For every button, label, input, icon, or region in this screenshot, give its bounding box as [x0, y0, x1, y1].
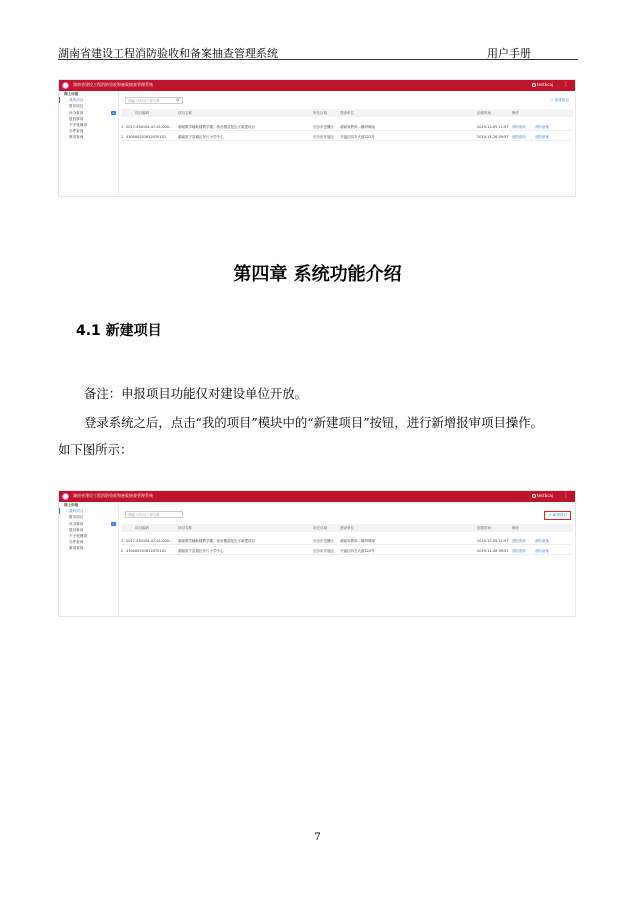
sidebar-item-draft[interactable]: 暂存项目: [69, 104, 84, 109]
sidebar-item-rejected[interactable]: 不予受理项: [69, 122, 87, 127]
sidebar-item-rejected[interactable]: 不予受理项: [69, 533, 87, 538]
active-marker: [59, 97, 60, 103]
row-unit: 开福区四方大道222号: [340, 548, 375, 553]
user-menu[interactable]: [532, 493, 553, 498]
acceptance-link[interactable]: 消防验收: [512, 134, 526, 139]
row-index: 1: [121, 124, 124, 129]
col-unit: 建设单位: [340, 111, 354, 115]
user-icon: [532, 83, 536, 87]
sidebar: [59, 91, 119, 196]
row-unit: 湖南省教育...额研城南: [340, 124, 375, 129]
more-menu-icon[interactable]: ⋮: [563, 492, 569, 499]
row-name: 湖南常宁县城区东片小学中心: [178, 134, 224, 139]
app-topbar: [59, 80, 575, 91]
row-index: 1: [121, 538, 124, 543]
new-project-button[interactable]: + 新建项目: [544, 511, 571, 520]
col-unit: 建设单位: [340, 526, 354, 530]
search-input[interactable]: 请输入项目/工程名称: [125, 97, 183, 104]
row-index: 2: [121, 134, 124, 139]
acceptance-link[interactable]: 消防验收: [512, 124, 526, 129]
section-title: 4.1 新建项目: [76, 323, 162, 339]
table-header: [121, 524, 573, 532]
row-region: 长沙市岳麓区: [313, 124, 334, 129]
sidebar-item-matter-query[interactable]: 事项查询: [69, 546, 84, 551]
row-region: 长沙市岳麓区: [313, 538, 334, 543]
row-index: 2: [121, 548, 124, 553]
sidebar-item-case-query[interactable]: 办件查询: [69, 540, 84, 545]
sidebar-item-label: 我的项目: [69, 509, 84, 514]
chapter-title: 第四章 系统功能介绍: [233, 264, 402, 285]
fire-logo-icon: [62, 493, 69, 500]
row-code: 430000201612070101: [126, 134, 167, 139]
sidebar-item-returned[interactable]: 退回事项: [69, 116, 84, 121]
col-name: 项目名称: [178, 111, 192, 115]
search-icon[interactable]: ⚲: [176, 98, 180, 104]
table-header: [121, 109, 573, 117]
search-input[interactable]: 请输入项目/工程名称: [125, 511, 183, 518]
row-unit: 湖南省教育...额研城南: [340, 538, 375, 543]
col-ops: 操作: [512, 526, 519, 530]
user-name: testbcaj: [537, 82, 553, 87]
fire-logo-icon: [62, 82, 69, 89]
paragraph-figure-intro: 如下图所示：: [58, 442, 133, 457]
header-system-name: 湖南省建设工程消防验收和备案抽查管理系统: [58, 47, 278, 60]
new-project-button[interactable]: + 新建项目: [550, 98, 569, 102]
app-title: 湖南省建设工程消防验收和备案抽查管理系统: [73, 82, 153, 87]
row-region: 长沙市开福区: [313, 548, 334, 553]
col-code: 项目编码: [135, 526, 149, 530]
user-icon: [532, 494, 536, 498]
sidebar-item-draft[interactable]: 暂存项目: [69, 515, 84, 520]
user-name: testbcaj: [537, 493, 553, 498]
sidebar-item-label: 补办事项: [69, 110, 84, 115]
row-code: 430000201612070101: [126, 548, 167, 553]
row-region: 长沙市开福区: [313, 134, 334, 139]
table-row: [121, 536, 573, 545]
sidebar-item-returned[interactable]: 退回事项: [69, 527, 84, 532]
acceptance-link[interactable]: 消防验收: [512, 548, 526, 553]
row-date: 2019-11-26 09:57: [477, 548, 509, 553]
col-code: 项目编码: [135, 111, 149, 115]
page-number: 7: [314, 832, 321, 843]
filing-link[interactable]: 消防备案: [535, 124, 549, 129]
active-marker: [59, 508, 60, 514]
sidebar: [59, 502, 119, 616]
table-row: [121, 546, 573, 555]
row-code: 2017-430104-47-01-000...: [126, 538, 173, 543]
sidebar-group-online-apply[interactable]: 网上申报: [64, 503, 79, 507]
filing-link[interactable]: 消防备案: [535, 134, 549, 139]
row-date: 2019-12-05 11:07: [477, 538, 509, 543]
sidebar-item-label: 补办事项: [69, 521, 84, 526]
sidebar-group-online-apply[interactable]: 网上申报: [64, 92, 79, 96]
row-date: 2019-11-26 09:57: [477, 134, 509, 139]
paragraph-note: 备注：申报项目功能仅对建设单位开放。: [84, 386, 308, 401]
app-screenshot-2: [58, 490, 576, 617]
col-date: 创建时间: [477, 111, 491, 115]
col-date: 创建时间: [477, 526, 491, 530]
table-row: [121, 132, 573, 141]
app-topbar: [59, 491, 575, 502]
filing-link[interactable]: 消防备案: [535, 548, 549, 553]
filing-link[interactable]: 消防备案: [535, 538, 549, 543]
app-screenshot-1: [58, 79, 576, 197]
count-badge: 0: [112, 110, 115, 115]
app-title: 湖南省建设工程消防验收和备案抽查管理系统: [73, 493, 153, 498]
row-unit: 开福区四方大道222号: [340, 134, 375, 139]
row-name: 湖南教学辅助楼教学楼、宿舍楼及报告厅新建项目: [178, 124, 255, 129]
more-menu-icon[interactable]: ⋮: [563, 81, 569, 88]
user-menu[interactable]: [532, 82, 553, 87]
row-date: 2019-12-05 11:07: [477, 124, 509, 129]
paragraph-instruction: 登录系统之后，点击“我的项目”模块中的“新建项目”按钮，进行新增报审项目操作。: [84, 415, 544, 430]
header-manual-title: 用户手册: [487, 47, 531, 60]
row-code: 2017-430104-47-01-000...: [126, 124, 173, 129]
page-header: [58, 42, 578, 60]
col-region: 所在区域: [313, 526, 327, 530]
sidebar-item-label: 我的项目: [69, 98, 84, 103]
table-row: [121, 122, 573, 131]
row-name: 湖南常宁县城区东片小学中心: [178, 548, 224, 553]
col-ops: 操作: [512, 111, 519, 115]
sidebar-item-matter-query[interactable]: 事项查询: [69, 135, 84, 140]
col-region: 所在区域: [313, 111, 327, 115]
col-name: 项目名称: [178, 526, 192, 530]
count-badge: 0: [112, 521, 115, 526]
row-name: 湖南教学辅助楼教学楼、宿舍楼及报告厅新建项目: [178, 538, 255, 543]
acceptance-link[interactable]: 消防验收: [512, 538, 526, 543]
sidebar-item-case-query[interactable]: 办件查询: [69, 129, 84, 134]
